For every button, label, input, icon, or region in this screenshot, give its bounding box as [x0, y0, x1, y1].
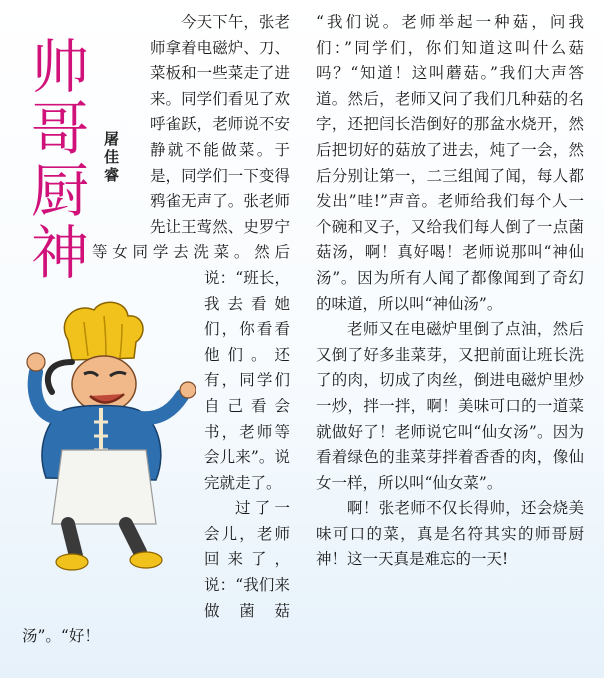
chef-apron — [52, 450, 156, 524]
chef-illustration — [6, 300, 196, 580]
title-char: 厨 — [30, 157, 89, 225]
paragraph: 过了一会儿，老师回来了，说：“我们来做菌菇汤”。“好！ — [22, 499, 290, 646]
paragraph: 老师又在电磁炉里倒了点油，然后又倒了好多韭菜芽，又把前面让班长洗了的肉，切成了肉丝，倒进电磁炉里炒一炒，拌一拌，啊！美味可口的一道菜就做好了！老师说它叫“仙女汤”。因为看着绿色的韭菜芽拌着香香的肉，像仙女一样，所以叫“仙女菜”。 — [316, 320, 584, 492]
title-char: 哥 — [30, 95, 89, 163]
chef-hat — [64, 302, 143, 360]
paragraph: 今天下午，张老师拿着电磁炉、刀、菜板和一些菜走了进来。同学们看见了欢呼雀跃，老师说不安静就不能做菜。于是，同学们一下变得鸦雀无声了。张老师先让王莺然、史罗宁等女同学去洗菜。然后说：“班长，我去看她们，你看看他们。还有，同学们自己看会书，老师等会儿来”。说完就走了。 — [92, 13, 290, 492]
paragraph: 啊！张老师不仅长得帅，还会烧美味可口的菜，真是名符其实的师哥厨神！这一天真是难忘的一天! — [316, 499, 584, 569]
chef-boot — [130, 552, 162, 568]
right-text-column — [316, 10, 584, 573]
chef-braid — [48, 362, 72, 392]
title-char: 神 — [30, 219, 89, 287]
chef-boot — [56, 554, 88, 570]
paragraph: “我们说。老师举起一种菇，问我们：”同学们，你们知道这叫什么菇吗？“知道！这叫蘑菇。”我们大声答道。然后，老师又问了我们几种菇的名字，还把闫长浩倒好的那盆水烧开，然后把切好的菇放了进去，炖了一会，然后分别让第一，二三组闻了闻，每人都发出”哇!”声音。老师给我们每个人一个碗和叉子，又给我们每人倒了一点菌菇汤，啊！真好喝！老师说那叫“神仙汤”。因为所有人闻了都像闻到了奇幻的味道，所以叫“神仙汤”。 — [316, 13, 584, 313]
author-char: 佳 — [104, 148, 120, 166]
chef-arm-right — [140, 396, 182, 418]
chef-legs — [68, 524, 140, 556]
author-char: 屠 — [104, 130, 120, 148]
title-char: 帅 — [30, 33, 89, 101]
author-char: 睿 — [104, 166, 120, 184]
